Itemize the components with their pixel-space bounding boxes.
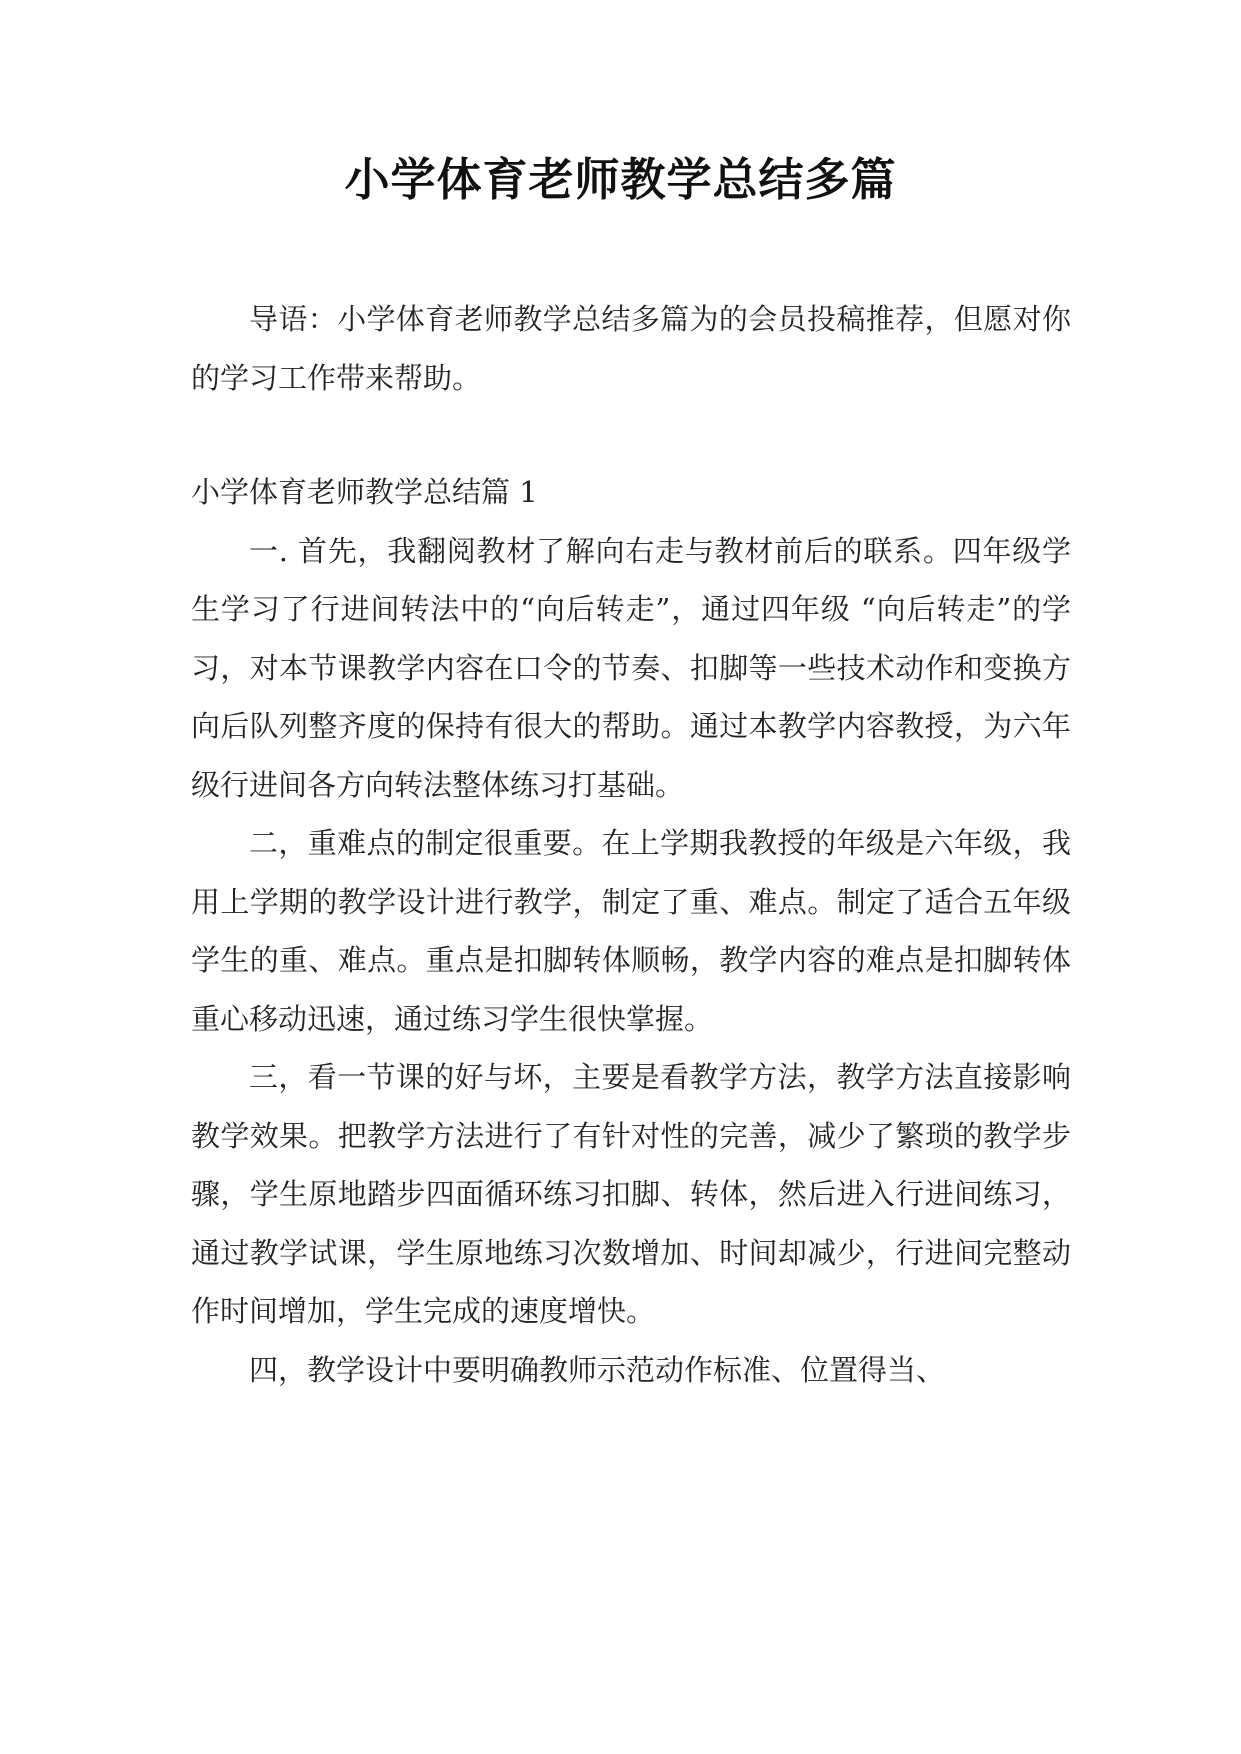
intro-block — [191, 290, 1071, 407]
section-heading: 小学体育老师教学总结篇 1 — [191, 475, 538, 509]
paragraph-3: 三，看一节课的好与坏，主要是看教学方法，教学方法直接影响教学效果。把教学方法进行了有针对性的完善，减少了繁琐的教学步骤，学生原地踏步四面循环练习扣脚、转体，然后进入行进间练习，通过教学试课，学生原地练习次数增加、时间却减少，行进间完整动作时间增加，学生完成的速度增快。 — [191, 1060, 1071, 1328]
document-title: 小学体育老师教学总结多篇 — [344, 153, 897, 206]
paragraph-2: 二，重难点的制定很重要。在上学期我教授的年级是六年级，我用上学期的教学设计进行教学，制定了重、难点。制定了适合五年级学生的重、难点。重点是扣脚转体顺畅，教学内容的难点是扣脚转体重心移动迅速，通过练习学生很快掌握。 — [191, 826, 1071, 1036]
section-1 — [191, 463, 1071, 1399]
paragraph-4: 四，教学设计中要明确教师示范动作标准、位置得当、 — [249, 1352, 946, 1387]
paragraph-1: 一. 首先，我翻阅教材了解向右走与教材前后的联系。四年级学生学习了行进间转法中的“向后转走”，通过四年级 “向后转走”的学习，对本节课教学内容在口令的节奏、扣脚等一些技术动作和变换方向后队列整齐度的保持有很大的帮助。通过本教学内容教授，为六年级行进间各方向转法整体练习打基础。 — [191, 533, 1071, 802]
intro-paragraph: 导语：小学体育老师教学总结多篇为的会员投稿推荐，但愿对你的学习工作带来帮助。 — [191, 302, 1071, 395]
